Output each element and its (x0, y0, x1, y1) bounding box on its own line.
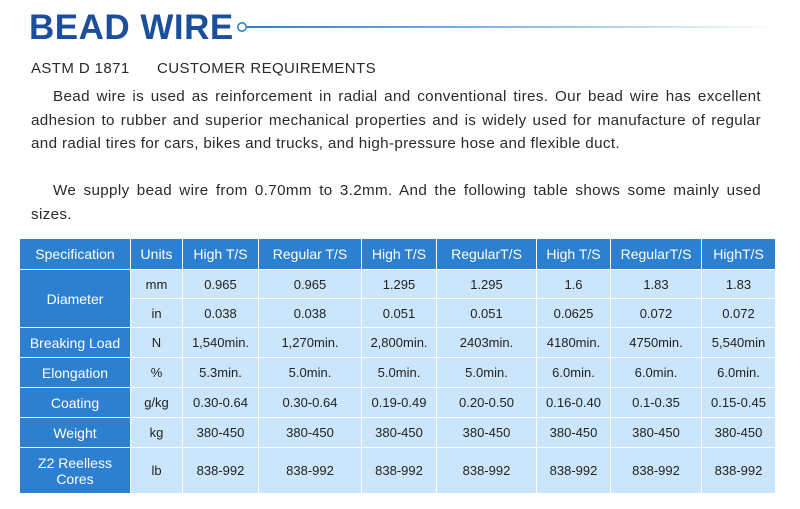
table-cell: 2,800min. (362, 328, 437, 358)
table-cell: 380-450 (537, 418, 611, 448)
table-cell: 1.295 (362, 270, 437, 299)
column-header: RegularT/S (437, 239, 537, 270)
table-cell: 0.30-0.64 (259, 388, 362, 418)
table-cell: 0.16-0.40 (537, 388, 611, 418)
table-cell: 380-450 (362, 418, 437, 448)
table-cell: 6.0min. (537, 358, 611, 388)
table-row (20, 448, 776, 494)
table-cell: 2403min. (437, 328, 537, 358)
table-cell: 5.0min. (437, 358, 537, 388)
column-header: HighT/S (702, 239, 776, 270)
row-label: Elongation (20, 358, 131, 388)
table-header-row (20, 239, 776, 270)
unit-cell: N (131, 328, 183, 358)
row-label-diameter: Diameter (20, 270, 131, 328)
table-cell: 1.83 (611, 270, 702, 299)
column-header: Regular T/S (259, 239, 362, 270)
unit-cell: lb (131, 448, 183, 494)
table-cell: 5,540min (702, 328, 776, 358)
table-cell: 838-992 (537, 448, 611, 494)
table-cell: 5.3min. (183, 358, 259, 388)
row-label: Coating (20, 388, 131, 418)
supply-paragraph-text: We supply bead wire from 0.70mm to 3.2mm. And the following table shows some mainly used sizes. (31, 182, 761, 223)
table-cell: 1.295 (437, 270, 537, 299)
table-cell: 380-450 (183, 418, 259, 448)
standard-label: ASTM D 1871 (31, 60, 130, 77)
table-cell: 838-992 (362, 448, 437, 494)
column-header: Units (131, 239, 183, 270)
subtitle-line (31, 60, 376, 77)
table-cell: 1,270min. (259, 328, 362, 358)
table-row (20, 418, 776, 448)
title-decoration-line (236, 21, 781, 33)
requirements-label: CUSTOMER REQUIREMENTS (157, 60, 376, 77)
table-row-diameter-mm (20, 270, 776, 299)
table-cell: 0.19-0.49 (362, 388, 437, 418)
table-cell: 1.6 (537, 270, 611, 299)
page-title: BEAD WIRE (29, 8, 234, 47)
table-cell: 6.0min. (611, 358, 702, 388)
row-label: Z2 Reelless Cores (20, 448, 131, 494)
supply-paragraph (31, 179, 761, 226)
table-cell: 380-450 (702, 418, 776, 448)
unit-cell: in (131, 299, 183, 328)
column-header: RegularT/S (611, 239, 702, 270)
unit-cell: g/kg (131, 388, 183, 418)
table-cell: 1.83 (702, 270, 776, 299)
table-cell: 380-450 (259, 418, 362, 448)
table-cell: 4750min. (611, 328, 702, 358)
table-cell: 5.0min. (362, 358, 437, 388)
column-header: Specification (20, 239, 131, 270)
table-row (20, 328, 776, 358)
table-cell: 838-992 (259, 448, 362, 494)
table-cell: 0.1-0.35 (611, 388, 702, 418)
table-cell: 5.0min. (259, 358, 362, 388)
table-cell: 380-450 (437, 418, 537, 448)
column-header: High T/S (183, 239, 259, 270)
row-label: Breaking Load (20, 328, 131, 358)
table-cell: 838-992 (437, 448, 537, 494)
row-label: Weight (20, 418, 131, 448)
table-cell: 380-450 (611, 418, 702, 448)
table-cell: 0.072 (611, 299, 702, 328)
column-header: High T/S (537, 239, 611, 270)
table-cell: 838-992 (702, 448, 776, 494)
specification-table (19, 238, 776, 494)
table-cell: 0.051 (437, 299, 537, 328)
table-cell: 0.15-0.45 (702, 388, 776, 418)
column-header: High T/S (362, 239, 437, 270)
table-cell: 4180min. (537, 328, 611, 358)
table-cell: 0.20-0.50 (437, 388, 537, 418)
table-row-diameter-in (20, 299, 776, 328)
table-row (20, 388, 776, 418)
unit-cell: % (131, 358, 183, 388)
table-cell: 0.038 (259, 299, 362, 328)
table-cell: 838-992 (183, 448, 259, 494)
table-cell: 0.072 (702, 299, 776, 328)
table-row (20, 358, 776, 388)
table-cell: 0.0625 (537, 299, 611, 328)
table-cell: 0.30-0.64 (183, 388, 259, 418)
table-cell: 838-992 (611, 448, 702, 494)
table-cell: 1,540min. (183, 328, 259, 358)
unit-cell: mm (131, 270, 183, 299)
table-cell: 0.051 (362, 299, 437, 328)
intro-paragraph (31, 85, 761, 156)
table-cell: 6.0min. (702, 358, 776, 388)
table-cell: 0.038 (183, 299, 259, 328)
table-cell: 0.965 (183, 270, 259, 299)
intro-paragraph-text: Bead wire is used as reinforcement in radial and conventional tires. Our bead wire has excellent adhesion to rubber and superior mechanical properties and is widely used for manufacture of regular and radial tires for cars, bikes and trucks, and high-pressure hose and flexible duct. (31, 88, 761, 152)
table-cell: 0.965 (259, 270, 362, 299)
unit-cell: kg (131, 418, 183, 448)
